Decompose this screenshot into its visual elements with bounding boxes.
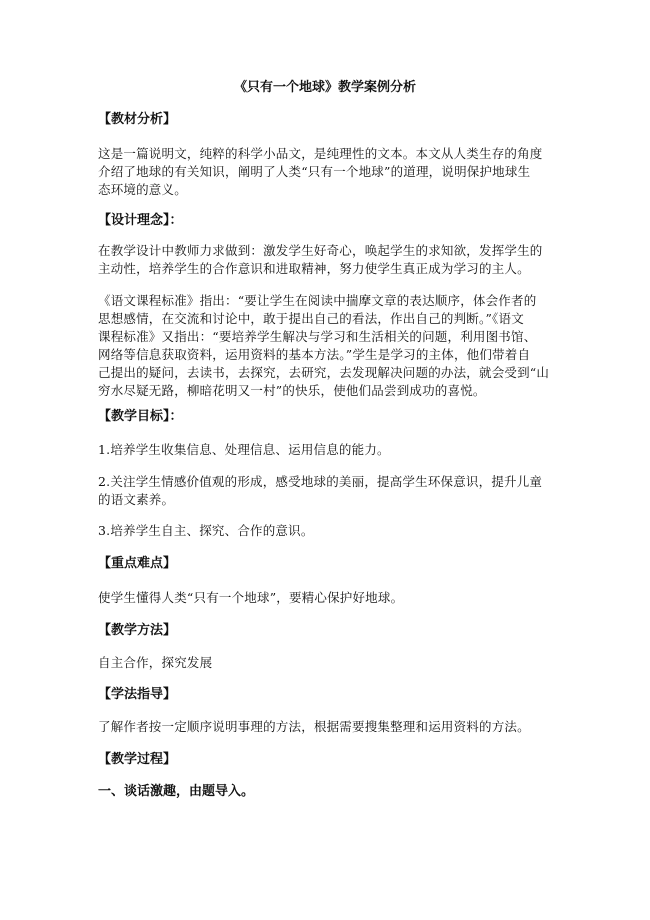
section-heading-methods: 【教学方法】	[98, 623, 177, 638]
section-heading-analysis: 【教材分析】	[98, 112, 177, 127]
guidance-paragraph	[98, 718, 558, 736]
text-line: 课程标准》又指出：“要培养学生解决与学习和生活相关的问题，利用图书馆、	[98, 329, 537, 344]
text-line: 2.关注学生情感价值观的形成，感受地球的美丽，提高学生环保意识，提升儿童	[98, 474, 543, 489]
text-line: 思想感情，在交流和讨论中，敢于提出自己的看法，作出自己的判断。”《语文	[98, 311, 524, 326]
goal-item-3	[98, 522, 558, 540]
document-title: 《只有一个地球》教学案例分析	[233, 80, 416, 95]
text-line: 主动性，培养学生的合作意识和进取精神，努力使学生真正成为学习的主人。	[98, 261, 530, 276]
section-heading-key-points: 【重点难点】	[98, 556, 177, 571]
goal-item-2	[98, 473, 558, 509]
text-line: 3.培养学生自主、探究、合作的意识。	[98, 523, 314, 538]
text-line: 在教学设计中教师力求做到：激发学生好奇心，唤起学生的求知欲，发挥学生的	[98, 243, 543, 258]
text-line: 介绍了地球的有关知识，阐明了人类“只有一个地球”的道理，说明保护地球生	[98, 164, 531, 179]
text-line: 《语文课程标准》指出：“要让学生在阅读中揣摩文章的表达顺序，体会作者的	[98, 293, 537, 308]
text-line: 这是一篇说明文，纯粹的科学小品文，是纯理性的文本。本文从人类生存的角度	[98, 146, 543, 161]
key-points-paragraph	[98, 589, 558, 607]
text-line: 穷水尽疑无路，柳暗花明又一村”的快乐，使他们品尝到成功的喜悦。	[98, 383, 486, 398]
text-line: 使学生懂得人类“只有一个地球”，要精心保护好地球。	[98, 590, 404, 605]
text-line: 己提出的疑问，去读书，去探究，去研究，去发现解决问题的办法，就会受到“山	[98, 365, 550, 380]
text-line: 态环境的意义。	[98, 182, 187, 197]
section-heading-concept: 【设计理念】：	[98, 213, 183, 228]
text-line: 网络等信息获取资料，运用资料的基本方法。”学生是学习的主体，他们带着自	[98, 347, 531, 362]
process-step-1: 一、谈话激趣，由题导入。	[98, 784, 255, 799]
concept-paragraph-2	[98, 292, 558, 400]
analysis-paragraph	[98, 145, 558, 199]
text-line: 了解作者按一定顺序说明事理的方法，根据需要搜集整理和运用资料的方法。	[98, 719, 530, 734]
concept-paragraph-1	[98, 242, 558, 278]
text-line: 的语文素养。	[98, 492, 175, 507]
section-heading-process: 【教学过程】	[98, 752, 177, 767]
methods-paragraph	[98, 654, 558, 672]
text-line: 自主合作，探究发展	[98, 655, 213, 670]
section-heading-goals: 【教学目标】：	[98, 409, 183, 424]
section-heading-guidance: 【学法指导】	[98, 687, 177, 702]
goal-item-1	[98, 441, 558, 459]
text-line: 1.培养学生收集信息、处理信息、运用信息的能力。	[98, 442, 390, 457]
